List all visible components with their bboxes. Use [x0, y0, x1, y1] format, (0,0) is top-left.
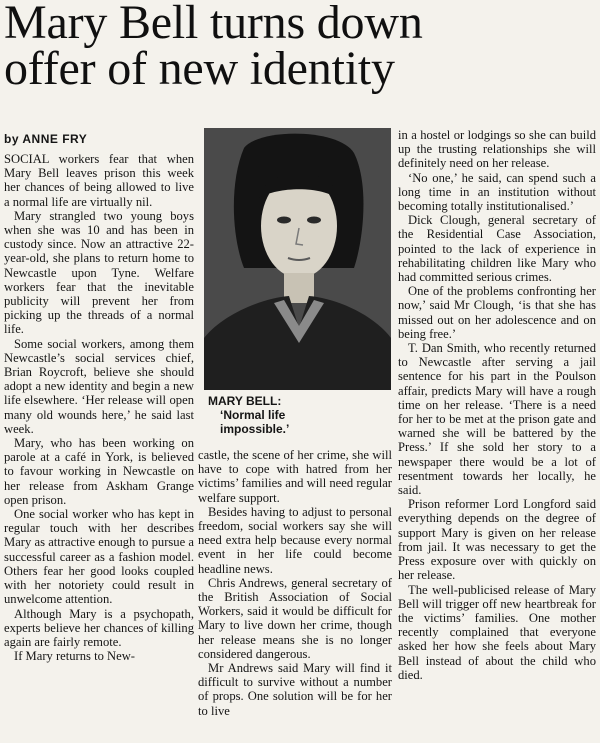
photo-caption — [208, 394, 388, 436]
paragraph: Dick Clough, general secretary of the Residential Case Association, pointed to the lack of experience in rehabilitating children like Mary who had committed serious crimes. — [398, 213, 596, 285]
headline-line-1: Mary Bell turns down — [4, 0, 423, 49]
paragraph: Mary strangled two young boys when she was 10 and has been in custody since. Now an attractive 22-year-old, she plans to return home to Newcastle upon Tyne. Welfare workers fear that the inevitable publicity will prevent her from picking up the threads of a normal life. — [4, 208, 194, 337]
paragraph: One of the problems confronting her now,’ said Mr Clough, ‘is that she has missed out on her adolescence and on being free.’ — [398, 284, 596, 341]
paragraph: Mary, who has been working on parole at a café in York, is believed to favour working in Newcastle on her release from Askham Grange open prison. — [4, 436, 194, 507]
paragraph: in a hostel or lodgings so she can build up the trusting relationships she will definitely need on her release. — [398, 128, 596, 171]
paragraph: ‘No one,’ he said, can spend such a long time in an institution without becoming totally institutionalised.’ — [398, 170, 596, 214]
paragraph: The well-publicised release of Mary Bell will trigger off new heartbreak for the victims’ families. One mother recently complained that everyone asked her how she feels about Mary Bell instead of about the child who died. — [398, 582, 596, 682]
paragraph: SOCIAL workers fear that when Mary Bell leaves prison this week her chances of being allowed to live a normal life are virtually nil. — [4, 152, 194, 209]
article-column-2 — [198, 448, 392, 718]
mary-bell-photo — [204, 128, 391, 390]
paragraph: Mr Andrews said Mary will find it difficult to survive without a number of props. One solution will be for her to live — [198, 661, 392, 718]
paragraph: Some social workers, among them Newcastle’s social services chief, Brian Roycroft, believe she should adopt a new identity and begin a new life elsewhere. ‘Her release will open many old wounds here,’ he said last week. — [4, 336, 194, 436]
paragraph: Besides having to adjust to personal freedom, social workers say she will need extra help because every normal event in her life could become headline news. — [198, 504, 392, 576]
paragraph: Chris Andrews, general secretary of the British Association of Social Workers, said it would be difficult for Mary to live down her crime, though her release means she is no longer considered dangerous. — [198, 575, 392, 661]
paragraph: castle, the scene of her crime, she will have to cope with hatred from her victims’ families and will need regular welfare support. — [198, 448, 392, 505]
caption-quote-line-1: ‘Normal life — [220, 408, 286, 422]
article-column-1 — [4, 152, 194, 663]
article-column-3 — [398, 128, 596, 682]
paragraph: If Mary returns to New- — [14, 649, 135, 664]
paragraph: T. Dan Smith, who recently returned to Newcastle after serving a jail sentence for his part in the Poulson affair, predicts Mary will have a rough time on her release. ‘There is a need for her to be met at the prison gate and warned she will be battered by the Press.’ If she sold her story to a newspaper there would be a lot of resentment towards her locally, he said. — [398, 341, 596, 498]
paragraph: Although Mary is a psychopath, experts believe her chances of killing again are fairly remote. — [4, 606, 194, 649]
caption-name: MARY BELL: — [208, 394, 282, 408]
byline: by ANNE FRY — [4, 132, 88, 146]
headline-line-2: offer of new identity — [4, 42, 395, 95]
caption-quote-line-2: impossible.’ — [220, 422, 290, 436]
portrait-illustration — [204, 128, 391, 390]
paragraph: One social worker who has kept in regular touch with her describes Mary as attractive enough to pursue a successful career as a fashion model. Others fear her good looks coupled with her notoriety could result in unwelcome attention. — [4, 507, 194, 607]
headline — [4, 0, 598, 95]
paragraph: Prison reformer Lord Longford said everything depends on the degree of support Mary is given on her release from jail. It was necessary to get the Press exposure over with quickly on her release. — [398, 497, 596, 583]
